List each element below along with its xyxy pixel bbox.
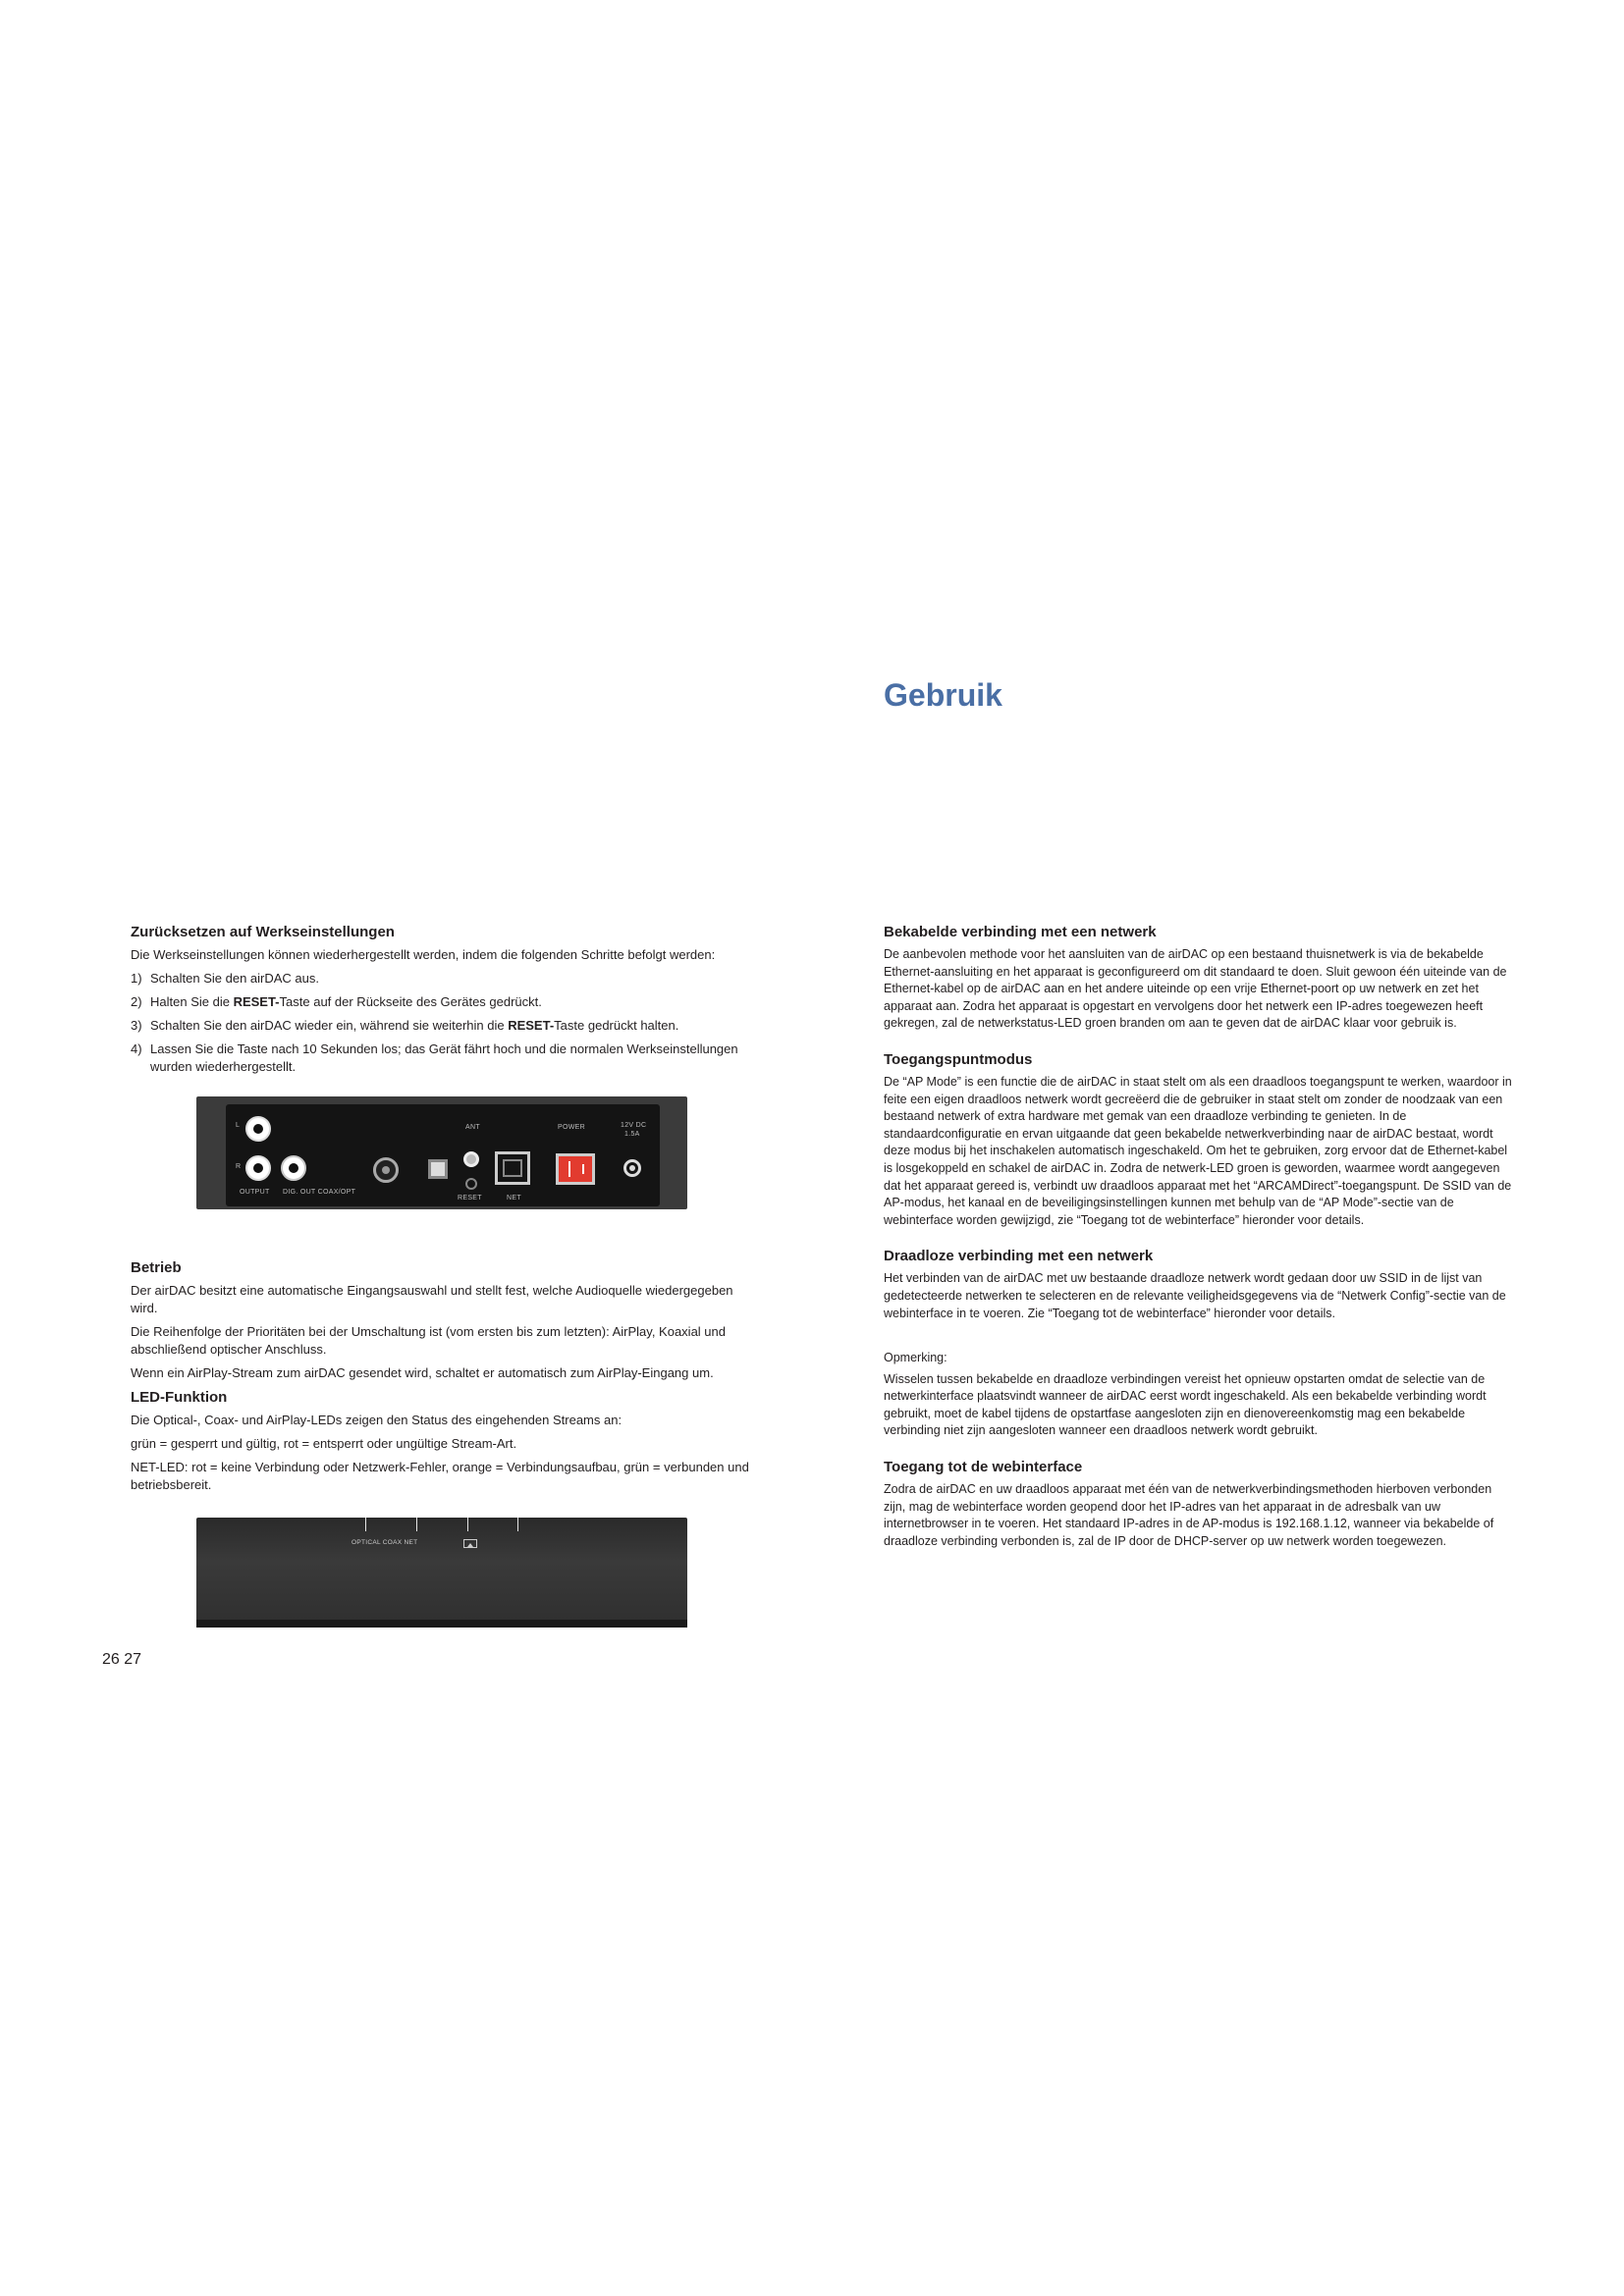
wireless-heading: Draadloze verbinding met een netwerk — [884, 1248, 1154, 1265]
left-column — [131, 923, 759, 1082]
right-column — [884, 923, 1512, 1556]
rca-l-label: L — [236, 1122, 241, 1129]
step-number: 4) — [131, 1041, 142, 1056]
note-label: Opmerking: — [884, 1351, 947, 1365]
dig-out-label: DIG. OUT COAX/OPT — [283, 1189, 356, 1196]
device-rear-panel-image — [196, 1096, 687, 1209]
ap-paragraph: De “AP Mode” is een functie die de airDAC in staat stelt om als een draadloos toegangspunt te werken, waardoor in feite een eigen draadloos netwerk wordt gecreëerd die de gebruiker in staat stelt om zonder de noodzaak van een bestaand netwerk of extra hardware met gemak van een draadloze verbinding te genieten. In de standaardconfiguratie en ervan uitgaande dat geen bekabelde netwerkverbinding naar de airDAC bestaat, wordt deze modus bij het inschakelen automatisch ingeschakeld. Om het te gebruiken, zorg ervoor dat de Ethernet-kabel is losgekoppeld en schakel de airDAC in. Zodra de netwerk-LED groen is geworden, waarmee wordt aangegeven dat het apparaat gereed is, verbindt uw draadloos apparaat met het “ARCAMDirect”-toegangspunt. De SSID van de AP-modus, het kanaal en de beveiligingsinstellingen kunnen met behulp van de “AP Mode”-sectie van de webinterface worden gewijzigd, zie “Toegang tot de webinterface” hieronder voor details. — [884, 1074, 1512, 1227]
wireless-paragraph: Het verbinden van de airDAC met uw bestaande draadloze netwerk wordt gedaan door uw SSID in de lijst van gedetecteerde netwerken te selecteren en de relevante veiligheidsgegevens via de “Netwerk Config”-sectie van de webinterface in te voeren. Zie “Toegang tot de webinterface” hieronder voor details. — [884, 1271, 1506, 1320]
reset-keyword: RESET- — [508, 1018, 555, 1033]
led-paragraph: Die Optical-, Coax- und AirPlay-LEDs zeigen den Status des eingehenden Streams an: — [131, 1413, 623, 1427]
step-text: Schalten Sie den airDAC aus. — [150, 971, 319, 986]
betrieb-paragraph: Der airDAC besitzt eine automatische Eingangsauswahl und stellt fest, welche Audioquelle wiedergegeben wird. — [131, 1283, 733, 1315]
wired-heading: Bekabelde verbinding met een netwerk — [884, 924, 1157, 940]
antenna-connector — [463, 1151, 479, 1167]
led-paragraph: NET-LED: rot = keine Verbindung oder Netzwerk-Fehler, orange = Verbindungsaufbau, grün = verbunden und betriebsbereit. — [131, 1460, 749, 1492]
step-number: 1) — [131, 971, 142, 986]
step-text-pre: Schalten Sie den airDAC wieder ein, während sie weiterhin die — [150, 1018, 509, 1033]
step-number: 2) — [131, 994, 142, 1009]
step-text-post: Taste auf der Rückseite des Gerätes gedrückt. — [279, 994, 542, 1009]
callout-line — [365, 1518, 366, 1531]
airplay-icon — [463, 1539, 477, 1548]
left-column-lower — [131, 1258, 759, 1500]
reset-steps — [131, 970, 759, 1076]
web-heading: Toegang tot de webinterface — [884, 1459, 1083, 1476]
callout-line — [416, 1518, 417, 1531]
rca-left-output — [245, 1155, 271, 1181]
ap-heading: Toegangspuntmodus — [884, 1050, 1033, 1068]
betrieb-heading: Betrieb — [131, 1259, 182, 1276]
net-label: NET — [507, 1195, 521, 1201]
reset-intro: Die Werkseinstellungen können wiederhergestellt werden, indem die folgenden Schritte befolgt werden: — [131, 947, 716, 962]
device-front-image — [196, 1518, 687, 1628]
dc-label: 12V DC — [621, 1122, 647, 1129]
reset-step — [131, 970, 759, 988]
page-title: Gebruik — [884, 677, 1002, 713]
step-text: Lassen Sie die Taste nach 10 Sekunden los; das Gerät fährt hoch und die normalen Werkseinstellungen wurden wiederhergestellt. — [150, 1041, 738, 1074]
power-switch — [556, 1153, 595, 1185]
betrieb-paragraph: Wenn ein AirPlay-Stream zum airDAC gesendet wird, schaltet er automatisch zum AirPlay-Eingang um. — [131, 1365, 714, 1380]
reset-label: RESET — [458, 1195, 482, 1201]
coax-output-connector — [373, 1157, 399, 1183]
callout-line — [517, 1518, 518, 1531]
step-text-pre: Halten Sie die — [150, 994, 234, 1009]
reset-keyword: RESET- — [233, 994, 280, 1009]
step-number: 3) — [131, 1018, 142, 1033]
led-paragraph: grün = gesperrt und gültig, rot = entsperrt oder ungültige Stream-Art. — [131, 1436, 517, 1451]
wired-paragraph: De aanbevolen methode voor het aansluiten van de airDAC op een bestaand thuisnetwerk is via de bekabelde Ethernet-aansluiting en het apparaat is geconfigureerd om dit standaard te doen. Sluit gewoon één uiteinde van de Ethernet-kabel op de airDAC aan en het andere uiteinde op een vrije Ethernet-poort op uw netwerk en zet het apparaat aan. Zodra het apparaat is opgestart en vervolgens door het netwerk een IP-adres toegewezen heeft gekregen, zal de netwerkstatus-LED groen branden om aan te geven dat de airDAC klaar voor gebruik is. — [884, 947, 1507, 1031]
dc-input-connector — [623, 1159, 641, 1177]
reset-step — [131, 1017, 759, 1035]
step-text-post: Taste gedrückt halten. — [554, 1018, 679, 1033]
ethernet-port — [495, 1151, 530, 1185]
front-led-labels: OPTICAL COAX NET — [352, 1539, 418, 1546]
web-paragraph: Zodra de airDAC en uw draadloos apparaat met één van de netwerkverbindingsmethoden hierboven verbonden zijn, mag de webinterface worden geopend door het IP-adres van het apparaat in de adresbalk van uw internetbrowser in te voeren. Het standaard IP-adres in de AP-modus is 192.168.1.12, wanneer via bekabelde of draadloze verbinding verbonden is, zal de IP door de DHCP-server op uw netwerk worden toegewezen. — [884, 1482, 1494, 1548]
rca-top-connector — [245, 1116, 271, 1142]
page-number: 26 27 — [102, 1651, 142, 1668]
betrieb-paragraph: Die Reihenfolge der Prioritäten bei der Umschaltung ist (vom ersten bis zum letzten): AirPlay, Koaxial und abschließend optischer Anschluss. — [131, 1324, 726, 1357]
output-label: OUTPUT — [240, 1189, 270, 1196]
device-base — [196, 1620, 687, 1628]
rca-r-label: R — [236, 1163, 242, 1170]
note-paragraph: Wisselen tussen bekabelde en draadloze verbindingen vereist het opnieuw opstarten omdat de selectie van de netwerkinterface plaatsvindt wanneer de airDAC eerst wordt ingeschakeld. Als een bekabelde verbinding wordt gebruikt, moet de kabel tijdens de opstartfase aangesloten zijn en dienovereenkomstig mag een bekabelde verbinding niet zijn aangesloten wanneer een draadloos netwerk wordt gebruikt. — [884, 1371, 1487, 1438]
rear-panel — [226, 1104, 660, 1206]
reset-button-icon — [465, 1178, 477, 1190]
reset-step — [131, 993, 759, 1011]
reset-step — [131, 1041, 759, 1076]
rca-right-output — [281, 1155, 306, 1181]
power-label: POWER — [558, 1124, 585, 1131]
ant-label: ANT — [465, 1124, 480, 1131]
callout-line — [467, 1518, 468, 1531]
dc-current-label: 1.5A — [624, 1131, 640, 1138]
optical-output-connector — [428, 1159, 448, 1179]
led-heading: LED-Funktion — [131, 1389, 228, 1406]
reset-heading: Zurücksetzen auf Werkseinstellungen — [131, 924, 395, 940]
